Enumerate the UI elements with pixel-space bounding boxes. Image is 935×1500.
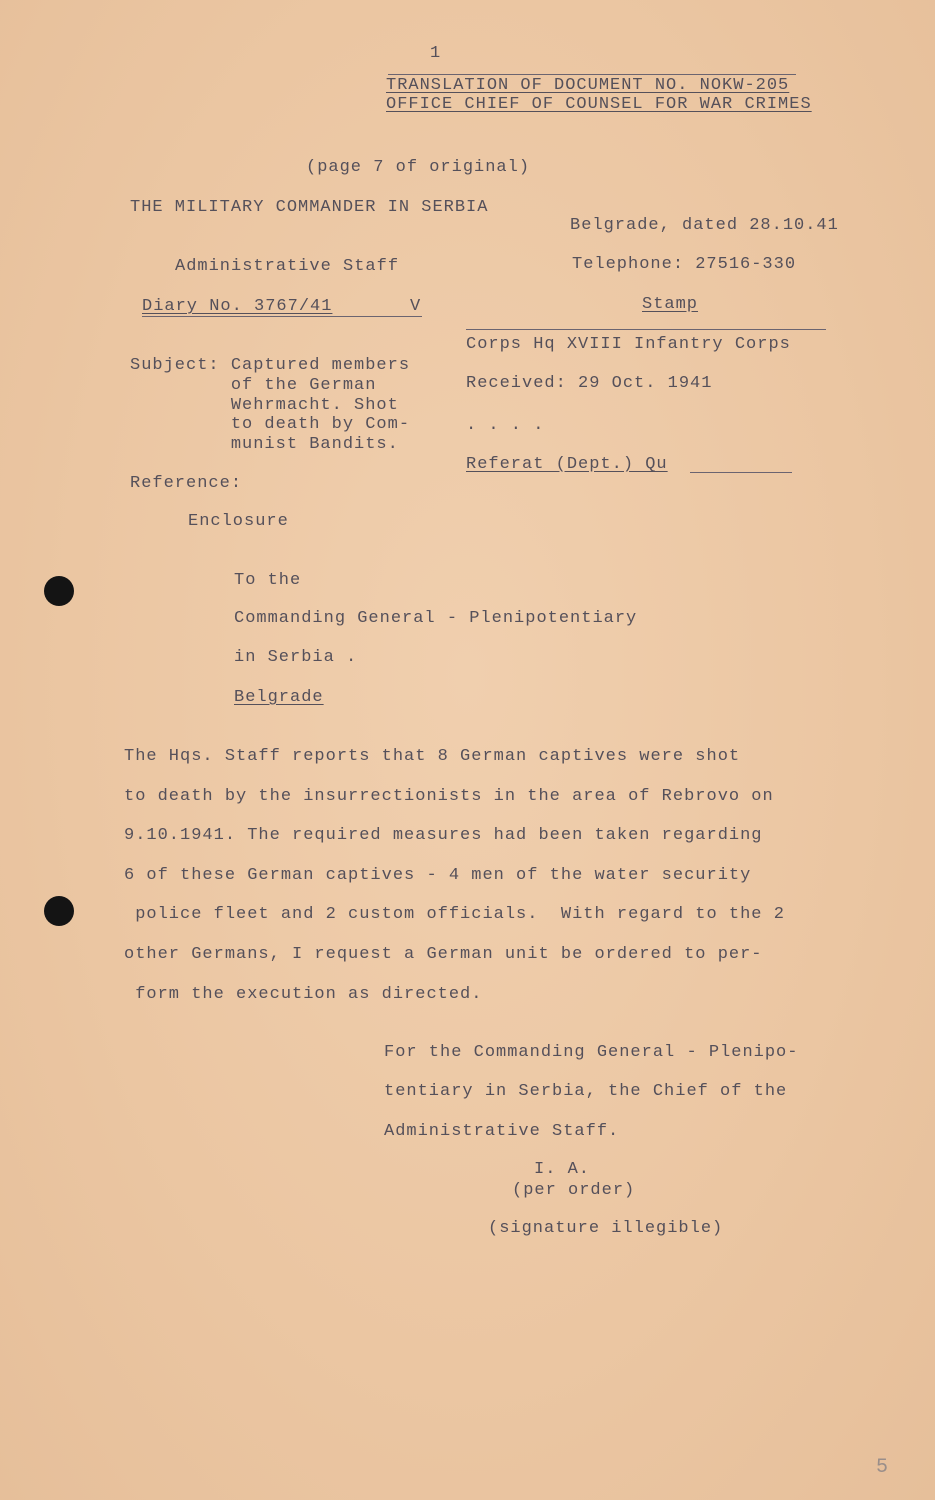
subject-line: munist Bandits.: [130, 435, 399, 455]
diary-section: V: [410, 297, 422, 316]
subject-line: Wehrmacht. Shot: [130, 395, 399, 415]
header-top-rule: [388, 74, 796, 75]
body-line: police fleet and 2 custom officials. With regard to the 2: [124, 905, 785, 925]
signoff-line2: tentiary in Serbia, the Chief of the: [384, 1082, 788, 1101]
stamp-label: Stamp: [642, 295, 699, 314]
original-page-note: (page 7 of original): [306, 158, 531, 177]
signoff-line3: Administrative Staff.: [384, 1122, 620, 1141]
stamp-received: Received: 29 Oct. 1941: [466, 374, 713, 393]
subject-line: Subject: Captured members: [130, 356, 411, 375]
body-line: form the execution as directed.: [124, 984, 483, 1004]
body-line: The Hqs. Staff reports that 8 German captives were shot: [124, 747, 741, 766]
subject-line: of the German: [130, 375, 377, 395]
subject-block: [130, 356, 410, 455]
signature-per-order: (per order): [512, 1181, 636, 1200]
signature-ia: I. A.: [534, 1160, 591, 1179]
translation-header-line1: TRANSLATION OF DOCUMENT NO. NOKW-205: [386, 76, 790, 95]
body-paragraph: [124, 747, 824, 1024]
addressee-city: Belgrade: [234, 688, 324, 707]
sender: THE MILITARY COMMANDER IN SERBIA: [130, 198, 489, 217]
stamp-bottom-rule: [690, 472, 792, 473]
stamp-corps: Corps Hq XVIII Infantry Corps: [466, 335, 791, 354]
stamp-top-rule: [466, 329, 826, 330]
addressee-line3: in Serbia .: [234, 648, 358, 667]
telephone: Telephone: 27516-330: [572, 255, 797, 274]
punch-hole-bottom: [44, 896, 74, 926]
administrative-staff: Administrative Staff: [175, 257, 400, 276]
addressee-line1: To the: [234, 571, 302, 590]
body-line: 6 of these German captives - 4 men of the water security: [124, 865, 752, 885]
margin-mark: 5: [876, 1456, 890, 1479]
signature-illegible: (signature illegible): [488, 1219, 724, 1238]
reference-label: Reference:: [130, 474, 243, 493]
body-line: other Germans, I request a German unit be ordered to per-: [124, 944, 763, 964]
subject-line: to death by Com-: [130, 415, 411, 435]
addressee-line2: Commanding General - Plenipotentiary: [234, 609, 638, 628]
place-date: Belgrade, dated 28.10.41: [570, 216, 839, 235]
diary-underline: [142, 316, 422, 317]
signoff-line1: For the Commanding General - Plenipo-: [384, 1043, 799, 1062]
body-line: to death by the insurrectionists in the area of Rebrovo on: [124, 786, 774, 806]
stamp-referat: Referat (Dept.) Qu: [466, 455, 668, 474]
translation-header-line2: OFFICE CHIEF OF COUNSEL FOR WAR CRIMES: [386, 95, 812, 114]
diary-number: Diary No. 3767/41: [142, 297, 333, 316]
body-line: 9.10.1941. The required measures had been taken regarding: [124, 826, 763, 846]
page-number: 1: [430, 44, 442, 63]
punch-hole-top: [44, 576, 74, 606]
stamp-dots: . . . .: [466, 416, 545, 435]
enclosure-label: Enclosure: [188, 512, 289, 531]
